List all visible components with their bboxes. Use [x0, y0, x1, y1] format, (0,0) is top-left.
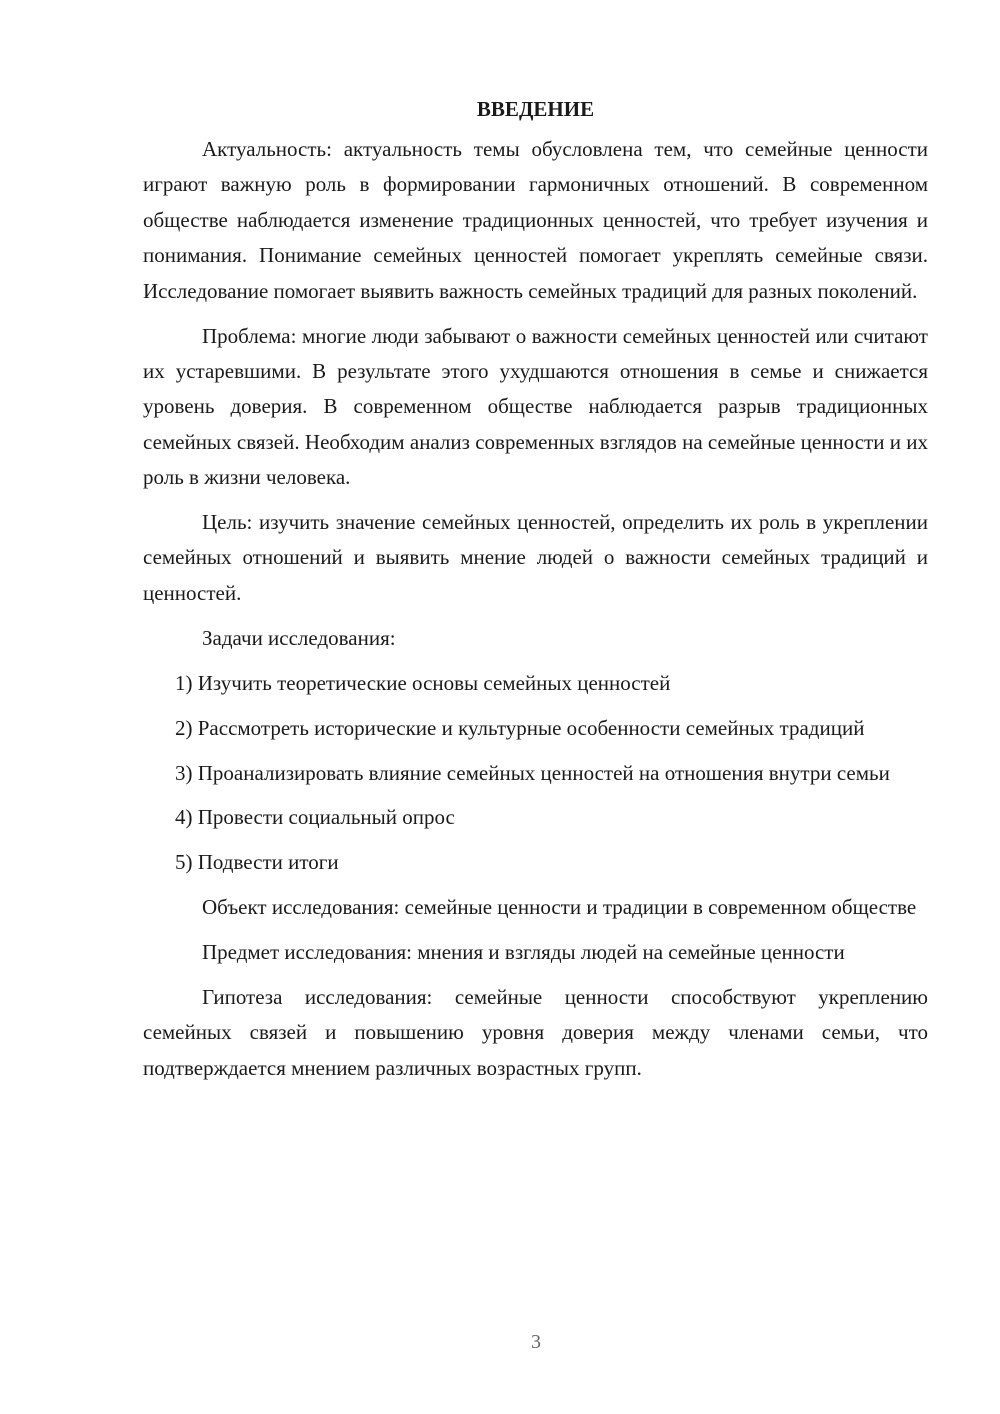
task-item-4: 4) Провести социальный опрос: [175, 805, 455, 830]
hypothesis-paragraph: Гипотеза исследования: семейные ценности способствуют укреплению семейных связей и повышению уровня доверия между членами семьи, что подтверждается мнением различных возрастных групп.: [143, 985, 928, 1080]
subject-paragraph: Предмет исследования: мнения и взгляды людей на семейные ценности: [202, 940, 845, 965]
problem-paragraph: Проблема: многие люди забывают о важности семейных ценностей или считают их устаревшими. В результате этого ухудшаются отношения в семье и снижается уровень доверия. В современном обществе наблюдается разрыв традиционных семейных связей. Необходим анализ современных взглядов на семейные ценности и их роль в жизни человека.: [143, 323, 928, 490]
section-heading: ВВЕДЕНИЕ: [476, 97, 595, 121]
goal-paragraph: Цель: изучить значение семейных ценностей, определить их роль в укреплении семейных отношений и выявить мнение людей о важности семейных традиций и ценностей.: [143, 510, 928, 605]
page-number: 3: [531, 1331, 541, 1353]
object-paragraph: Объект исследования: семейные ценности и традиции в современном обществе: [202, 895, 917, 920]
document-page: [143, 92, 928, 1096]
relevance-paragraph: Актуальность: актуальность темы обусловлена тем, что семейные ценности играют важную роль в формировании гармоничных отношений. В современном обществе наблюдается изменение традиционных ценностей, что требует изучения и понимания. Понимание семейных ценностей помогает укреплять семейные связи. Исследование помогает выявить важность семейных традиций для разных поколений.: [143, 137, 928, 303]
task-item-1: 1) Изучить теоретические основы семейных ценностей: [175, 670, 671, 695]
task-item-5: 5) Подвести итоги: [175, 850, 339, 875]
task-item-2: 2) Рассмотреть исторические и культурные особенности семейных традиций: [175, 715, 865, 740]
task-item-3: 3) Проанализировать влияние семейных ценностей на отношения внутри семьи: [175, 760, 890, 785]
tasks-title: Задачи исследования:: [202, 625, 396, 650]
